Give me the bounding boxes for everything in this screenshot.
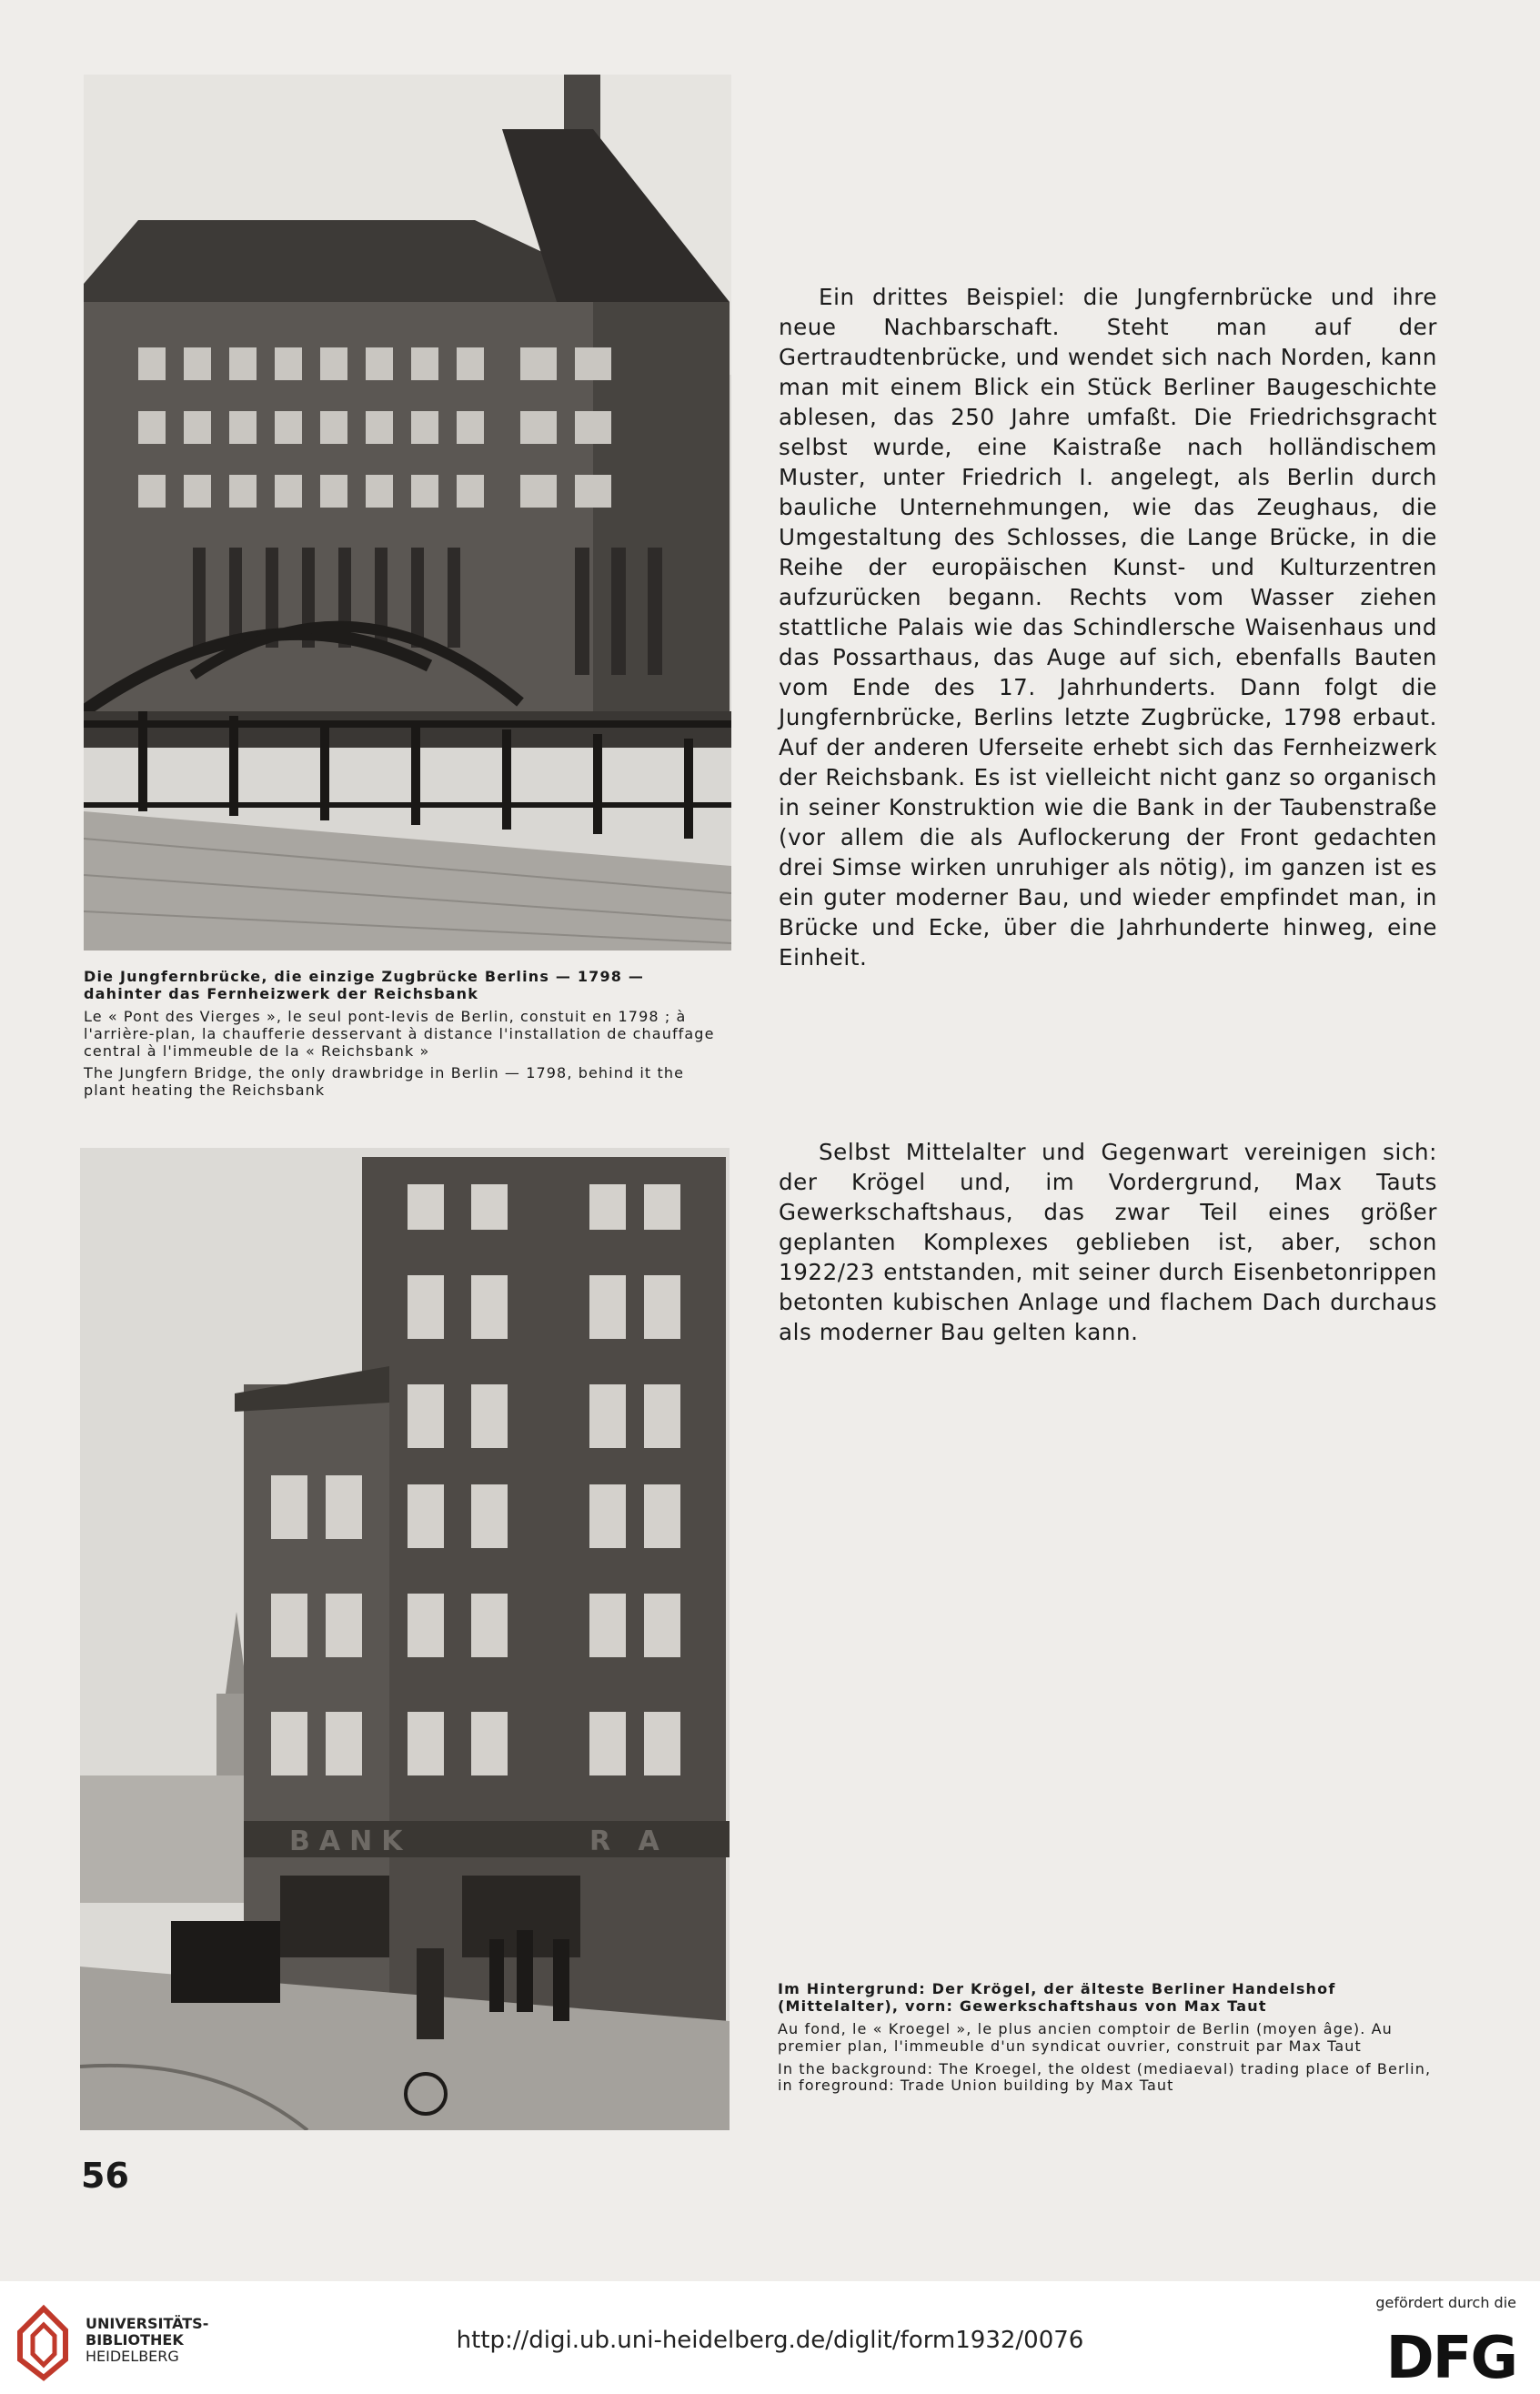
caption-second [778, 1981, 1438, 2095]
page-number: 56 [81, 2156, 129, 2196]
caption-second-de: Im Hintergrund: Der Krögel, der älteste Berliner Handelshof (Mittelalter), vorn: Gewerkschaftshaus von Max Taut [778, 1980, 1336, 2015]
paragraph-first-text: Ein drittes Beispiel: die Jungfernbrücke und ihre neue Nachbarschaft. Steht man auf der Gertraudtenbrücke, und wendet sich nach Norden, kann man mit einem Blick ein Stück Berliner Baugeschichte ablesen, das 250 Jahre umfaßt. Die Friedrichsgracht selbst wurde, eine Kaistraße nach holländischem Muster, unter Friedrich I. angelegt, als Berlin durch bauliche Unternehmungen, wie das Zeughaus, die Umgestaltung des Schlosses, die Lange Brücke, in die Reihe der europäischen Kunst- und Kulturzentren aufzurücken begann. Rechts vom Wasser ziehen stattliche Palais wie das Schindlersche Waisenhaus und das Possarthaus, das Auge auf sich, ebenfalls Bauten vom Ende des 17. Jahrhunderts. Dann folgt die Jungfernbrücke, Berlins letzte Zugbrücke, 1798 erbaut. Auf der anderen Uferseite erhebt sich das Fernheizwerk der Reichsbank. Es ist vielleicht nicht ganz so organisch in seiner Konstruktion wie die Bank in der Taubenstraße (vor allem die als Auflockerung der Front gedachten drei Simse wirken unruhiger als nötig), im ganzen ist es ein guter moderner Bau, und wieder empfindet man, in Brücke und Ecke, über die Jahrhunderte hinweg, eine Einheit. [779, 284, 1437, 971]
library-name-line-2: BIBLIOTHEK [86, 2331, 184, 2349]
caption-first-en: The Jungfern Bridge, the only drawbridge in Berlin — 1798, behind it the plant heating the Reichsbank [84, 1064, 685, 1100]
caption-second-en: In the background: The Kroegel, the oldest (mediaeval) trading place of Berlin, in foreground: Trade Union building by Max Taut [778, 2059, 1432, 2095]
funding-note: gefördert durch die [1375, 2294, 1516, 2311]
caption-first-de: Die Jungfernbrücke, die einzige Zugbrücke Berlins — 1798 — dahinter das Fernheizwerk der Reichsbank [84, 968, 645, 1002]
sign-bank: BANK [289, 1826, 412, 1857]
footer-bar [0, 2281, 1540, 2394]
caption-first-fr: Le « Pont des Vierges », le seul pont-levis de Berlin, constuit en 1798 ; à l'arrière-plan, la chaufferie desservant à distance l'installation de chauffage central à l'immeuble de la « Reichsbank » [84, 1007, 715, 1060]
sign-fragment: R A [589, 1826, 669, 1857]
library-name-line-3: HEIDELBERG [86, 2348, 179, 2365]
paragraph-second-text: Selbst Mittelalter und Gegenwart vereinigen sich: der Krögel und, im Vordergrund, Max Tauts Gewerkschaftshaus, das zwar Teil eines größer geplanten Komplexes geblieben ist, aber, schon 1922/23 entstanden, mit seiner durch Eisenbetonrippen betonten kubischen Anlage und flachem Dach durchaus als moderner Bau gelten kann. [779, 1139, 1437, 1345]
paragraph-second [779, 1137, 1437, 1347]
library-name-line-1: UNIVERSITÄTS- [86, 2315, 209, 2332]
caption-second-fr: Au fond, le « Kroegel », le plus ancien comptoir de Berlin (moyen âge). Au premier plan, l'immeuble d'un syndicat ouvrier, construit par Max Taut [778, 2019, 1393, 2055]
photo-kroegel [80, 1148, 730, 2130]
dfg-logo: DFG [1385, 2325, 1516, 2392]
photo-jungfernbruecke [84, 75, 731, 951]
paragraph-first [779, 282, 1437, 972]
caption-first [84, 969, 725, 1100]
source-url-link[interactable]: http://digi.ub.uni-heidelberg.de/diglit/form1932/0076 [456, 2327, 1084, 2354]
